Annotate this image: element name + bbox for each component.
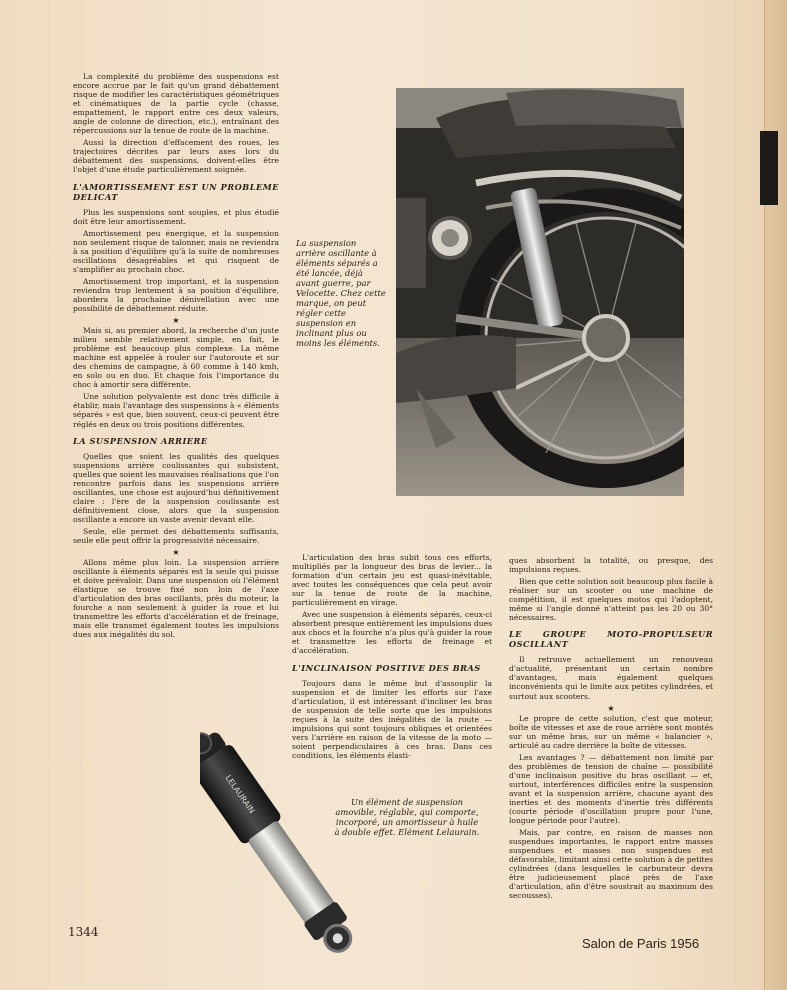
section-heading: L'INCLINAISON POSITIVE DES BRAS [292, 662, 481, 673]
shock-absorber-image [200, 722, 365, 962]
paragraph: Mais, par contre, en raison de masses non suspendues importantes, le rapport entre masses suspendues et masses non suspendues est défavorable, limitant ainsi cette solution à de petites cylindrées (dans lesquelles le carburateur devra être judicieusement placé près de l'axe d'articulation, afin d'être soustrait au maximum des secousses). [509, 828, 713, 901]
shock-brand-label: LELAURAIN [223, 773, 257, 816]
section-heading: LE GROUPE MOTO-PROPULSEUR OSCILLANT [509, 629, 713, 650]
photo-graphic [396, 88, 684, 496]
paragraph: ques absorbent la totalité, ou presque, des impulsions reçues. [509, 556, 713, 575]
motorcycle-rear-suspension-photo [396, 88, 684, 496]
paragraph: Mais si, au premier abord, la recherche d'un juste milieu semble relativement simple, en fait, le problème est beaucoup plus complexe. La même machine est appelée à rouler sur l'autoroute et sur des chemins de campagne, à 60 comme à 140 kmh, en solo ou en duo. Et chaque fois l'importance du choc à amortir sera différente. [73, 326, 279, 390]
paragraph: Il retrouve actuellement un renouveau d'actualité, présentant un certain nombre d'avantages, mais également quelques inconvénients qui le limite aux petites cylindrées, et surtout aux scooters. [509, 655, 713, 701]
paragraph: Amortissement peu énergique, et la suspension non seulement risque de talonner, mais ne reviendra à sa position d'équilibre qu'à la suite de nombreuses oscillations désagréables et qui risquent de s'amplifier au prochain choc. [73, 228, 279, 274]
section-heading: L'AMORTISSEMENT EST UN PROBLEME DELICAT [73, 181, 279, 202]
paragraph: Quelles que soient les qualités des quelques suspensions arrière coulissantes qui subsistent, quelles que soient les mauvaises réalisations que l'on rencontre parfois dans les suspensions arrière oscillantes, une chose est aujourd'hui définitivement claire : l'ère de la suspension coulissante est définitivement close, alors que la suspension oscillante a encore un vaste avenir devant elle. [73, 451, 279, 524]
running-title: Salon de Paris 1956 [582, 936, 700, 951]
paragraph: L'articulation des bras subit tous ces efforts, multipliés par la longueur des bras de levier... la formation d'un certain jeu est quasi-inévitable, avec toutes les conséquences que cela peut avoir sur la tenue de route de la machine, particulièrement en virage. [292, 553, 492, 608]
paragraph: Toujours dans le même but d'assouplir la suspension et de limiter les efforts sur l'axe d'articulation, il est intéressant d'incliner les bras de suspension de telle sorte que les impulsions reçues à la suite des inégalités de la route — impulsions qui sont toujours obliques et orientées vers l'arrière en raison de la vitesse de la moto — soient perpendiculaires à ces bras. Dans ces conditions, les éléments élasti- [292, 678, 492, 760]
black-edge-tab [760, 131, 778, 205]
paragraph: Plus les suspensions sont souples, et plus étudié doit être leur amortissement. [73, 207, 279, 226]
paragraph: Avec une suspension à éléments séparés, ceux-ci absorbent presque entièrement les impulsions dues aux chocs et la fourche n'a plus qu'à guider la roue et transmettre les efforts de freinage et d'accélération. [292, 610, 492, 656]
paragraph: Une solution polyvalente est donc très difficile à établir, mais l'avantage des suspensions à « éléments séparés » est que, bien souvent, ceux-ci peuvent être réglés en deux ou trois positions différentes. [73, 392, 279, 429]
paragraph: Le propre de cette solution, c'est que moteur, boîte de vitesses et axe de roue arrière sont montés sur un même bras, sur un même « balancier », articulé au cadre derrière la boîte de vitesses. [509, 713, 713, 750]
star-separator: ★ [172, 548, 180, 558]
page-number: 1344 [68, 925, 99, 939]
shock-absorber-graphic [200, 722, 365, 962]
paragraph: Les avantages ? — débattement non limité par des problèmes de tension de chaîne — possibilité d'une inclinaison positive du bras oscillant — et, surtout, interférences difficiles entre la suspension avant et la suspension arrière, chacune ayant des inerties et des moments d'inertie très différents (courte période d'oscillation propre pour l'une, longue période pour l'autre). [509, 752, 713, 826]
paragraph: Seule, elle permet des débattements suffisants, seule elle peut offrir la progressivité nécessaire. [73, 526, 279, 545]
paragraph: Amortissement trop important, et la suspension reviendra trop lentement à sa position d'équilibre, abordera la prochaine dénivellation avec une possibilité de débattement réduite. [73, 276, 279, 313]
section-heading: LA SUSPENSION ARRIERE [73, 435, 208, 446]
shock-caption: Un élément de suspension amovible, réglable, qui comporte, incorporé, un amortisseur à huile à double effet. Elément Lelaurain. [334, 797, 480, 837]
photo-caption: La suspension arrière oscillante à éléments séparés a été lancée, déjà avant guerre, par Velocette. Chez cette marque, on peut régler cette suspension en inclinant plus ou moins les éléments. [296, 238, 386, 348]
paragraph: Bien que cette solution soit beaucoup plus facile à réaliser sur un scooter ou une machine de compétition, il est quelques motos qui l'adoptent, même si l'angle donné n'atteint pas les 20 ou 30° nécessaires. [509, 577, 713, 623]
star-separator: ★ [172, 316, 180, 326]
paragraph: Allons même plus loin. La suspension arrière oscillante à éléments séparés est la seule qui puisse et doive prévaloir. Dans une suspension où l'élément élastique se trouve fixé non loin de l'axe d'articulation des bras oscillants, près du moteur, la fourche a non seulement à guider la roue et lui transmettre les efforts d'accélération et de freinage, mais elle transmet également toutes les impulsions dues aux inégalités du sol. [73, 558, 279, 640]
column-1 [73, 72, 279, 642]
star-separator: ★ [607, 703, 615, 713]
intro-paragraph: Aussi la direction d'effacement des roues, les trajectoires décrites par leurs axes lors du débattement des suspensions, doivent-elles être l'objet d'une étude particulièrement soignée. [73, 138, 279, 175]
intro-paragraph: La complexité du problème des suspensions est encore accrue par le fait qu'un grand débattement risque de modifier les caractéristiques géométriques et cinématiques de la partie cycle (chasse, empattement, le rapport entre ces deux valeurs, angle de colonne de direction, etc.), entraînant des répercussions sur la tenue de route de la machine. [73, 72, 279, 136]
column-3 [509, 556, 713, 904]
